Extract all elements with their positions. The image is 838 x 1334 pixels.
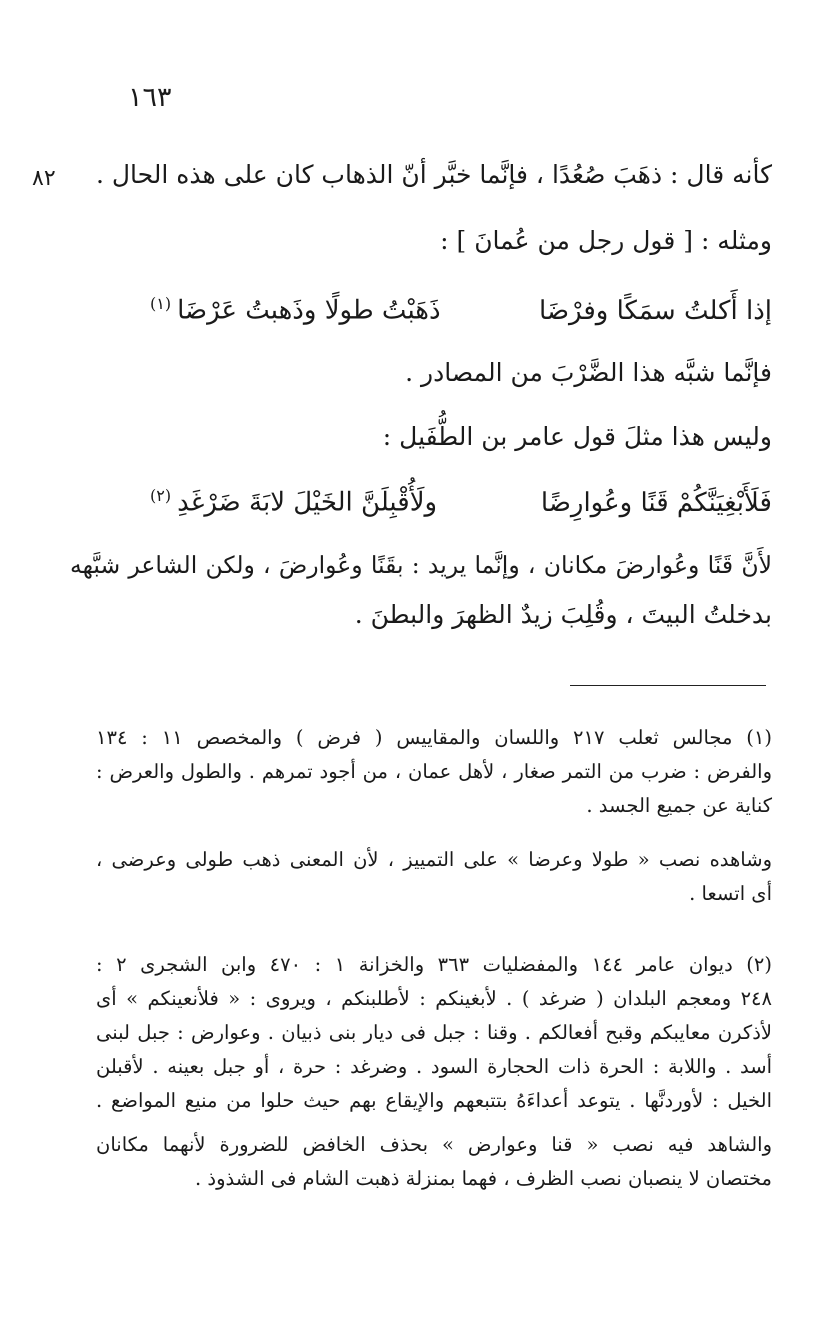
verse-1-second-text: ذَهَبْتُ طولًا وذَهبتُ عَرْضَا: [177, 295, 441, 326]
footnote-1-line-3: كناية عن جميع الجسد .: [586, 794, 772, 817]
footnote-2-line-4: أسد . واللابة : الحرة ذات الحجارة السود . وضرغد : حرة ، أو جبل بعينه . لأقبلن: [96, 1055, 772, 1078]
footnote-1: [96, 721, 772, 911]
verse-2-first-hemistich: فَلَأَبْغِيَنَّكُمْ قَنًا وعُوارِضًا: [540, 487, 772, 518]
footnote-2-line-6: والشاهد فيه نصب « قنا وعوارض » بحذف الخافض للضرورة لأنهما مكانان: [96, 1133, 772, 1156]
footnote-2-line-3: لأذكرن معايبكم وقبح أفعالكم . وقنا : جبل فى ديار بنى ذبيان . وعوارض : جبل لبنى: [96, 1021, 772, 1044]
verse-2-second-text: ولَأُقْبِلَنَّ الخَيْلَ لابَةَ ضَرْغَدِ: [177, 487, 438, 518]
body-line-4: وليس هذا مثلَ قول عامر بن الطُّفَيل :: [382, 422, 772, 451]
footnote-1-line-1: (١) مجالس ثعلب ٢١٧ واللسان والمقاييس ( فرض ) والمخصص ١١ : ١٣٤: [96, 726, 773, 749]
body-line-5: لأَنَّ قَنًا وعُوارضَ مكانان ، وإنَّما يريد : بقَنًا وعُوارضَ ، ولكن الشاعر شبَّهه: [70, 551, 772, 579]
verse-1: [150, 286, 772, 329]
footnote-ref-1[interactable]: (١): [150, 294, 172, 313]
footnote-separator: [570, 685, 766, 686]
footnote-1-line-5: أى اتسعا .: [689, 882, 772, 905]
footnote-1-line-2: والفرض : ضرب من التمر صغار ، لأهل عمان ، من أجود تمرهم . والطول والعرض :: [96, 760, 772, 783]
margin-number: ٨٢: [32, 166, 56, 191]
footnote-ref-2[interactable]: (٢): [150, 486, 172, 505]
verse-2: [150, 478, 772, 521]
footnote-2: [96, 948, 772, 1196]
body-line-2: ومثله : [ قول رجل من عُمانَ ] :: [440, 226, 772, 255]
footnote-2-line-5: الخيل : لأوردنَّها . يتوعد أعداءَهُ بتتبعهم والإيقاع بهم حيث حلوا من منيع المواضع .: [96, 1089, 772, 1112]
footnote-1-line-4: وشاهده نصب « طولا وعرضا » على التمييز ، لأن المعنى ذهب طولى وعرضى ،: [96, 848, 772, 871]
body-line-3: فإنَّما شبَّه هذا الضَّرْبَ من المصادر .: [405, 358, 772, 387]
footnote-2-line-2: ٢٤٨ ومعجم البلدان ( ضرغد ) . لأبغينكم : لأطلبنكم ، ويروى : « فلأنعينكم » أى: [96, 987, 772, 1010]
footnote-2-line-1: (٢) ديوان عامر ١٤٤ والمفضليات ٣٦٣ والخزانة ١ : ٤٧٠ وابن الشجرى ٢ :: [96, 953, 772, 976]
body-line-1: كأنه قال : ذهَبَ صُعُدًا ، فإنَّما خبَّر أنّ الذهاب كان على هذه الحال .: [95, 160, 772, 189]
body-line-6: بدخلتُ البيتَ ، وقُلِبَ زيدٌ الظهرَ والبطنَ .: [354, 600, 772, 629]
verse-2-second-hemistich: [150, 478, 437, 521]
footnote-2-line-7: مختصان لا ينصبان نصب الظرف ، فهما بمنزلة ذهبت الشام فى الشذوذ .: [195, 1167, 772, 1190]
verse-1-first-hemistich: إذا أَكلتُ سمَكًا وفرْضَا: [539, 295, 772, 326]
page-number: ١٦٣: [128, 82, 172, 113]
verse-1-second-hemistich: [150, 286, 441, 329]
